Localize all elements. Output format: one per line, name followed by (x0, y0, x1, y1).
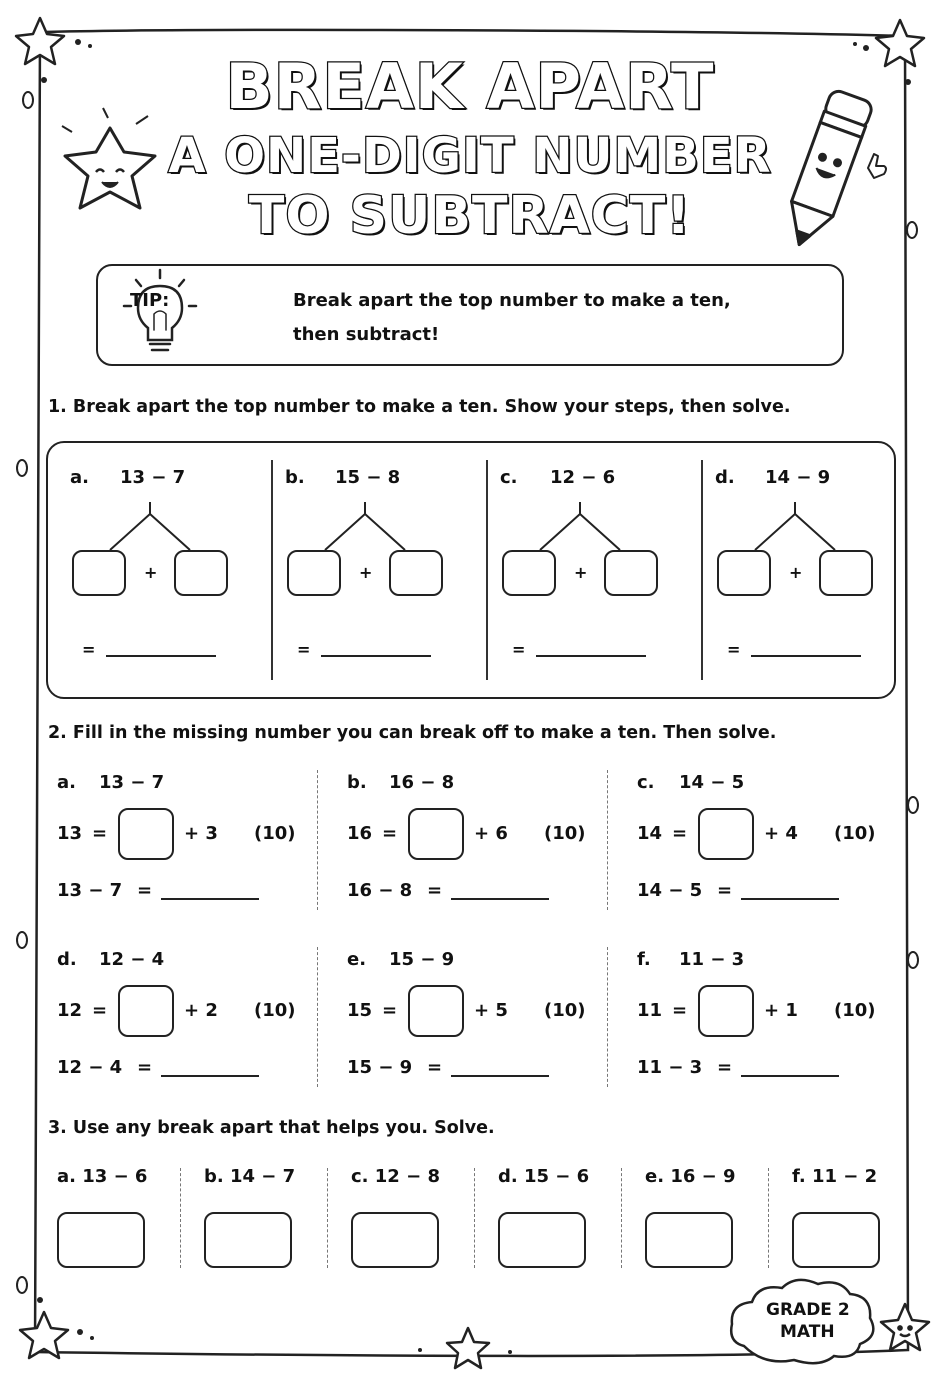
column-divider (768, 1168, 769, 1268)
star-icon (447, 1328, 489, 1368)
ten-label: (10) (544, 823, 586, 844)
problem-expression: 12 − 4 (99, 949, 165, 970)
column-divider (621, 1168, 622, 1268)
column-divider (327, 1168, 328, 1268)
problem-letter: c. (500, 467, 518, 488)
column-divider (607, 770, 608, 910)
ten-label: (10) (254, 1000, 296, 1021)
column-divider (317, 947, 318, 1087)
problem-expression: 15 − 9 (389, 949, 455, 970)
solve-expression: 13 − 7 (57, 880, 123, 901)
answer-line[interactable] (451, 898, 549, 900)
answer-line[interactable] (751, 655, 861, 657)
problem-expression: 11 − 3 (679, 949, 745, 970)
top-number: 16 (347, 823, 373, 844)
answer-line[interactable] (741, 898, 839, 900)
plus-sign: + (789, 563, 803, 582)
answer-box[interactable] (57, 1212, 145, 1268)
equals-sign: = (297, 640, 311, 659)
addend: + 1 (764, 1000, 798, 1021)
answer-box[interactable] (645, 1212, 733, 1268)
problem-label: e. 16 − 9 (645, 1166, 736, 1187)
top-number: 15 (347, 1000, 373, 1021)
problem-expression: 14 − 5 (679, 772, 745, 793)
column-divider (701, 460, 703, 680)
equals-sign: = (717, 1057, 733, 1078)
problem-label: f. 11 − 2 (792, 1166, 878, 1187)
solve-expression: 12 − 4 (57, 1057, 123, 1078)
plus-sign: + (359, 563, 373, 582)
addend: + 5 (474, 1000, 508, 1021)
answer-line[interactable] (741, 1075, 839, 1077)
missing-number-box[interactable] (698, 985, 754, 1037)
grade-badge-line-2: MATH (780, 1322, 835, 1342)
star-icon (62, 108, 155, 208)
answer-box-left[interactable] (287, 550, 341, 596)
equals-sign: = (672, 1000, 688, 1021)
answer-box[interactable] (351, 1212, 439, 1268)
star-icon (881, 1304, 929, 1350)
solve-expression: 15 − 9 (347, 1057, 413, 1078)
equals-sign: = (92, 1000, 108, 1021)
problem-letter: b. (285, 467, 305, 488)
equals-sign: = (82, 640, 96, 659)
equals-sign: = (382, 823, 398, 844)
problem-letter: b. (347, 772, 367, 793)
problem-expression: 16 − 8 (389, 772, 455, 793)
problem-letter: a. (57, 772, 76, 793)
equals-sign: = (427, 1057, 443, 1078)
equals-sign: = (512, 640, 526, 659)
solve-expression: 16 − 8 (347, 880, 413, 901)
equals-sign: = (672, 823, 688, 844)
addend: + 2 (184, 1000, 218, 1021)
equals-sign: = (727, 640, 741, 659)
tip-label: TIP: (130, 290, 170, 311)
column-divider (180, 1168, 181, 1268)
solve-expression: 14 − 5 (637, 880, 703, 901)
tip-box (96, 264, 844, 366)
section-1-instruction: 1. Break apart the top number to make a ten. Show your steps, then solve. (48, 397, 791, 417)
addend: + 6 (474, 823, 508, 844)
problem-expression: 13 − 7 (99, 772, 165, 793)
top-number: 11 (637, 1000, 663, 1021)
problem-label: a. 13 − 6 (57, 1166, 148, 1187)
problem-label: c. 12 − 8 (351, 1166, 440, 1187)
problem-label: b. 14 − 7 (204, 1166, 296, 1187)
solve-expression: 11 − 3 (637, 1057, 703, 1078)
answer-box[interactable] (204, 1212, 292, 1268)
grade-badge-line-1: GRADE 2 (766, 1300, 850, 1320)
answer-box-left[interactable] (72, 550, 126, 596)
ten-label: (10) (834, 1000, 876, 1021)
answer-box-right[interactable] (174, 550, 228, 596)
ten-label: (10) (254, 823, 296, 844)
equals-sign: = (137, 1057, 153, 1078)
column-divider (271, 460, 273, 680)
answer-box[interactable] (792, 1212, 880, 1268)
ten-label: (10) (544, 1000, 586, 1021)
addend: + 4 (764, 823, 798, 844)
problem-expression: 14 − 9 (765, 467, 831, 488)
ten-label: (10) (834, 823, 876, 844)
problem-letter: d. (57, 949, 77, 970)
missing-number-box[interactable] (118, 808, 174, 860)
top-number: 13 (57, 823, 83, 844)
column-divider (607, 947, 608, 1087)
missing-number-box[interactable] (408, 985, 464, 1037)
answer-box-right[interactable] (389, 550, 443, 596)
problem-letter: d. (715, 467, 735, 488)
equals-sign: = (92, 823, 108, 844)
problem-letter: c. (637, 772, 655, 793)
answer-box-right[interactable] (819, 550, 873, 596)
column-divider (317, 770, 318, 910)
top-number: 12 (57, 1000, 83, 1021)
answer-box-left[interactable] (717, 550, 771, 596)
title-line-1: BREAK APART (225, 50, 715, 123)
answer-box[interactable] (498, 1212, 586, 1268)
equals-sign: = (137, 880, 153, 901)
column-divider (474, 1168, 475, 1268)
missing-number-box[interactable] (118, 985, 174, 1037)
column-divider (486, 460, 488, 680)
missing-number-box[interactable] (408, 808, 464, 860)
title-line-3: TO SUBTRACT! (248, 186, 692, 246)
answer-line[interactable] (451, 1075, 549, 1077)
problem-letter: e. (347, 949, 367, 970)
section-3-instruction: 3. Use any break apart that helps you. Solve. (48, 1118, 495, 1138)
answer-box-left[interactable] (502, 550, 556, 596)
star-icon (876, 20, 924, 66)
answer-line[interactable] (106, 655, 216, 657)
problem-label: d. 15 − 6 (498, 1166, 590, 1187)
answer-line[interactable] (161, 1075, 259, 1077)
answer-line[interactable] (536, 655, 646, 657)
equals-sign: = (717, 880, 733, 901)
equals-sign: = (427, 880, 443, 901)
answer-box-right[interactable] (604, 550, 658, 596)
top-number: 14 (637, 823, 663, 844)
tip-text-line-2: then subtract! (293, 324, 440, 345)
section-2-instruction: 2. Fill in the missing number you can break off to make a ten. Then solve. (48, 723, 777, 743)
problem-expression: 15 − 8 (335, 467, 401, 488)
problem-letter: f. (637, 949, 651, 970)
problem-expression: 12 − 6 (550, 467, 616, 488)
problem-letter: a. (70, 467, 89, 488)
answer-line[interactable] (161, 898, 259, 900)
missing-number-box[interactable] (698, 808, 754, 860)
equals-sign: = (382, 1000, 398, 1021)
plus-sign: + (144, 563, 158, 582)
addend: + 3 (184, 823, 218, 844)
answer-line[interactable] (321, 655, 431, 657)
title-line-2: A ONE-DIGIT NUMBER (168, 128, 772, 184)
tip-text-line-1: Break apart the top number to make a ten, (293, 290, 731, 311)
plus-sign: + (574, 563, 588, 582)
problem-expression: 13 − 7 (120, 467, 186, 488)
pencil-icon (779, 89, 886, 253)
